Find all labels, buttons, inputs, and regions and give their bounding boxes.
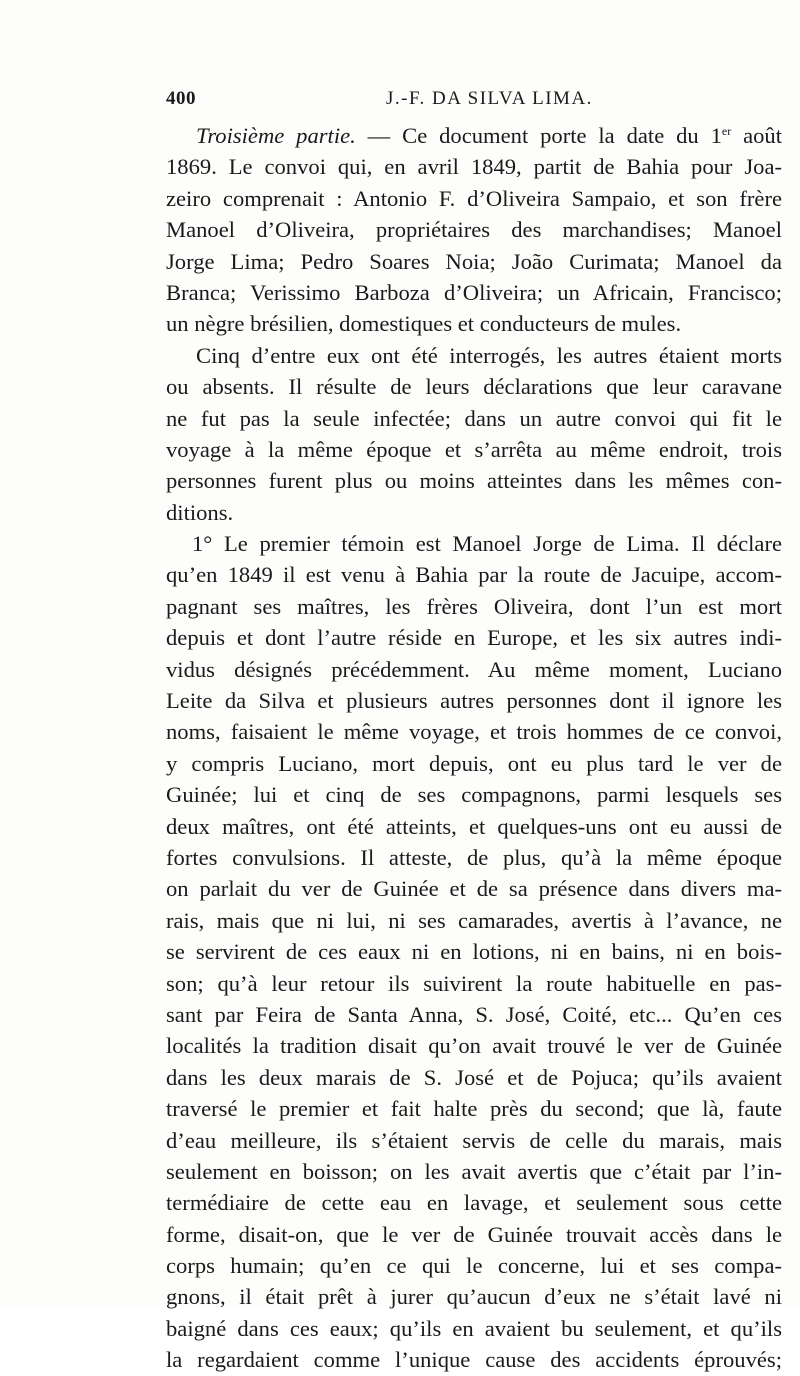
running-title: J.-F. DA SILVA LIMA. bbox=[386, 88, 593, 109]
text-line: Manoel d’Oliveira, propriétaires des marchandises; Manoel bbox=[166, 217, 782, 243]
text-line: zeiro comprenait : Antonio F. d’Oliveira Sampaio, et son frère bbox=[166, 185, 782, 211]
text-line: fortes convulsions. Il atteste, de plus, qu’à la même époque bbox=[166, 844, 782, 870]
page-number: 400 bbox=[166, 88, 196, 109]
text-line: qu’en 1849 il est venu à Bahia par la route de Jacuipe, accom- bbox=[166, 562, 782, 588]
text-line bbox=[166, 120, 782, 151]
text-line: ditions. bbox=[166, 499, 234, 525]
text-segment: août bbox=[731, 123, 782, 148]
text-line: ou absents. Il résulte de leurs déclarations que leur caravane bbox=[166, 374, 782, 400]
body-text bbox=[166, 120, 782, 1376]
text-line: sant par Feira de Santa Anna, S. José, Coité, etc... Qu’en ces bbox=[166, 1001, 782, 1027]
text-line: Jorge Lima; Pedro Soares Noia; João Curimata; Manoel da bbox=[166, 248, 782, 274]
text-line: son; qu’à leur retour ils suivirent la route habituelle en pas- bbox=[166, 970, 782, 996]
text-line: pagnant ses maîtres, les frères Oliveira, dont l’un est mort bbox=[166, 593, 782, 619]
text-line: 1° Le premier témoin est Manoel Jorge de Lima. Il déclare bbox=[192, 531, 782, 557]
running-head bbox=[166, 88, 782, 112]
text-line: corps humain; qu’en ce qui le concerne, lui et ses compa- bbox=[166, 1253, 782, 1279]
text-line: Branca; Verissimo Barboza d’Oliveira; un Africain, Francisco; bbox=[166, 279, 782, 305]
text-line: deux maîtres, ont été atteints, et quelques-uns ont eu aussi de bbox=[166, 813, 782, 839]
text-line: Cinq d’entre eux ont été interrogés, les autres étaient morts bbox=[196, 342, 782, 368]
text-line: Guinée; lui et cinq de ses compagnons, parmi lesquels ses bbox=[166, 782, 782, 808]
text-line: y compris Luciano, mort depuis, ont eu plus tard le ver de bbox=[166, 750, 782, 776]
text-line: on parlait du ver de Guinée et de sa présence dans divers ma- bbox=[166, 876, 782, 902]
text-line: personnes furent plus ou moins atteintes dans les mêmes con- bbox=[166, 468, 782, 494]
text-line: se servirent de ces eaux ni en lotions, ni en bains, ni en bois- bbox=[166, 939, 782, 965]
text-line: un nègre brésilien, domestiques et conducteurs de mules. bbox=[166, 311, 682, 337]
text-line: Leite da Silva et plusieurs autres personnes dont il ignore les bbox=[166, 688, 782, 714]
text-segment: — Ce document porte la date du 1 bbox=[355, 123, 722, 148]
text-line: d’eau meilleure, ils s’étaient servis de celle du marais, mais bbox=[166, 1127, 782, 1153]
text-line: la regardaient comme l’unique cause des accidents éprouvés; bbox=[166, 1347, 782, 1373]
text-line: voyage à la même époque et s’arrêta au même endroit, trois bbox=[166, 436, 782, 462]
text-line: rais, mais que ni lui, ni ses camarades, avertis à l’avance, ne bbox=[166, 907, 782, 933]
text-line: depuis et dont l’autre réside en Europe, et les six autres indi- bbox=[166, 625, 782, 651]
text-line: seulement en boisson; on les avait avertis que c’était par l’in- bbox=[166, 1158, 782, 1184]
section-label: Troisième partie. bbox=[196, 123, 356, 148]
text-line: termédiaire de cette eau en lavage, et seulement sous cette bbox=[166, 1190, 782, 1216]
text-line: baigné dans ces eaux; qu’ils en avaient bu seulement, et qu’ils bbox=[166, 1315, 782, 1341]
text-line: 1869. Le convoi qui, en avril 1849, partit de Bahia pour Joa- bbox=[166, 154, 782, 180]
text-line: traversé le premier et fait halte près du second; que là, faute bbox=[166, 1096, 782, 1122]
text-line: localités la tradition disait qu’on avait trouvé le ver de Guinée bbox=[166, 1033, 782, 1059]
text-line: gnons, il était prêt à jurer qu’aucun d’eux ne s’était lavé ni bbox=[166, 1284, 782, 1310]
text-line: ne fut pas la seule infectée; dans un autre convoi qui fit le bbox=[166, 405, 782, 431]
superscript: er bbox=[721, 124, 732, 138]
text-line: forme, disait-on, que le ver de Guinée trouvait accès dans le bbox=[166, 1221, 782, 1247]
text-line: dans les deux marais de S. José et de Pojuca; qu’ils avaient bbox=[166, 1064, 782, 1090]
text-line: vidus désignés précédemment. Au même moment, Luciano bbox=[166, 656, 782, 682]
text-line: noms, faisaient le même voyage, et trois hommes de ce convoi, bbox=[166, 719, 782, 745]
